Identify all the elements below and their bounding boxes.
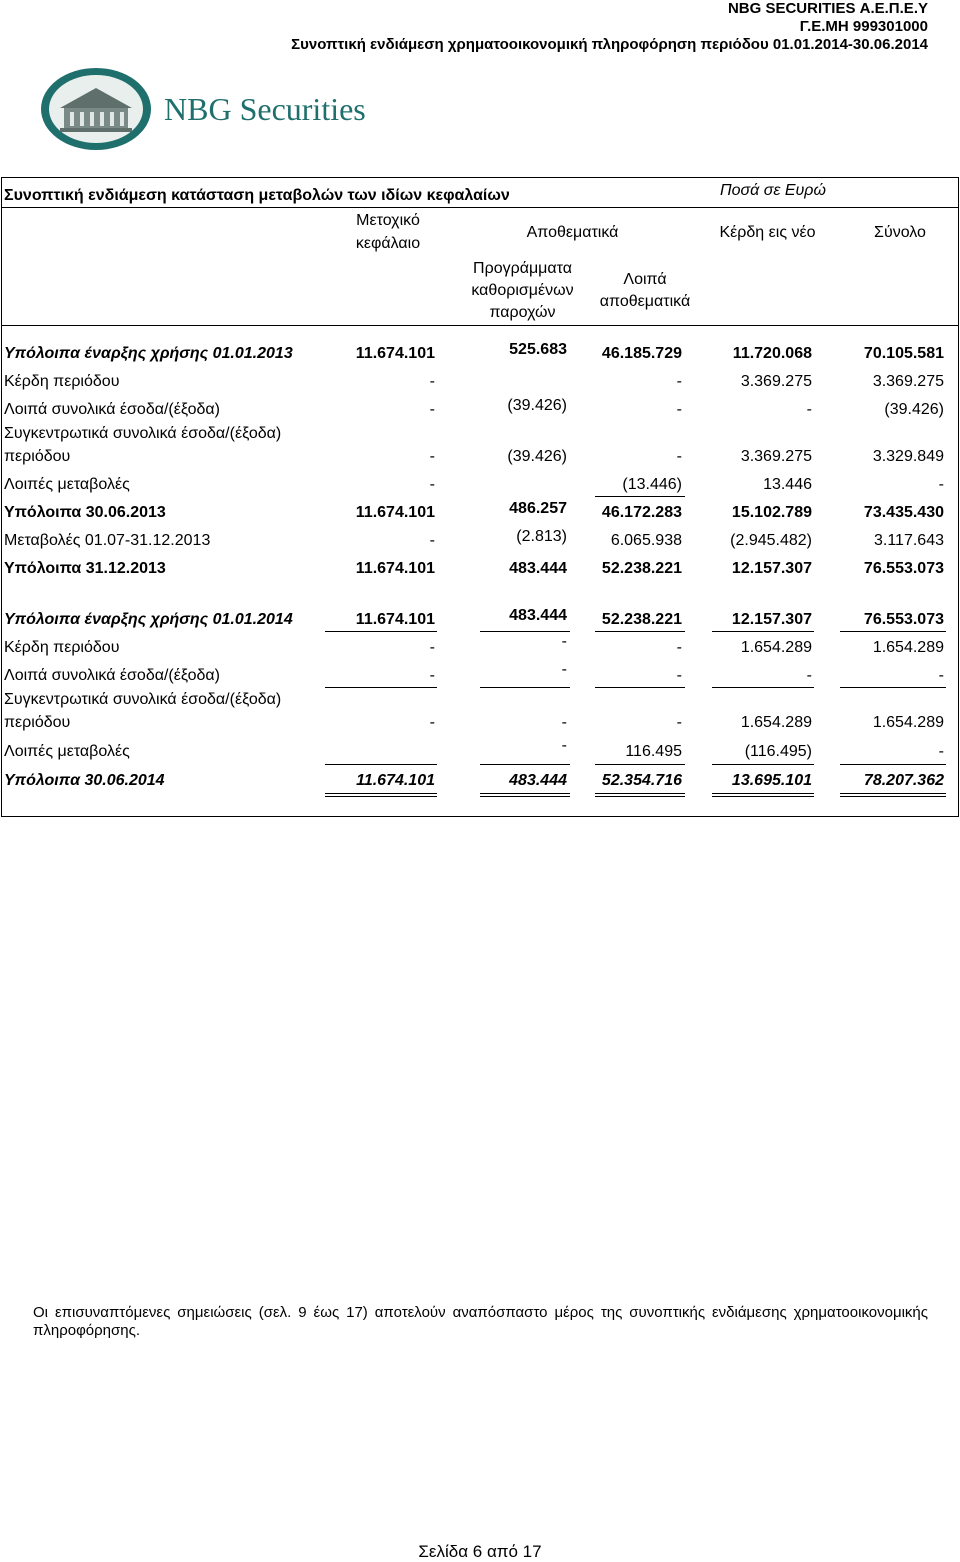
cell-total: 3.329.849 [872, 448, 944, 465]
cell-total: - [938, 667, 944, 684]
cell-share-capital: 11.674.101 [356, 772, 435, 789]
cell-total: 70.105.581 [863, 345, 944, 362]
cell-total: - [938, 743, 944, 760]
cell-other-reserves: 52.238.221 [601, 560, 682, 577]
subtotal-rule [595, 687, 685, 688]
subtotal-rule [712, 631, 814, 632]
row-label: Λοιπά συνολικά έσοδα/(έξοδα) [4, 401, 221, 418]
row-label: Υπόλοιπα 31.12.2013 [4, 560, 166, 577]
nbg-securities-logo [40, 66, 380, 152]
cell-defined-benefit: - [561, 714, 567, 731]
cell-other-reserves: 6.065.938 [610, 532, 682, 549]
cell-share-capital: 11.674.101 [355, 504, 435, 521]
registry-number: Γ.Ε.ΜΗ 999301000 [799, 18, 928, 35]
cell-total: 78.207.362 [863, 772, 944, 789]
cell-other-reserves: 46.172.283 [601, 504, 682, 521]
cell-defined-benefit: 483.444 [509, 560, 567, 577]
cell-retained-earnings: 3.369.275 [740, 448, 812, 465]
cell-share-capital: - [429, 667, 435, 684]
cell-share-capital: - [429, 714, 435, 731]
cell-share-capital: - [429, 448, 435, 465]
total-double-rule [480, 793, 570, 794]
cell-total: 73.435.430 [863, 504, 944, 521]
row-label: Υπόλοιπα 30.06.2013 [4, 504, 166, 521]
col-header-other-reserves-2: αποθεματικά [599, 293, 691, 310]
cell-retained-earnings: 1.654.289 [740, 639, 812, 656]
report-title: Συνοπτική ενδιάμεση χρηματοοικονομική πληροφόρηση περιόδου 01.01.2014-30.06.2014 [291, 36, 928, 53]
currency-note: Ποσά σε Ευρώ [720, 182, 826, 199]
col-header-defined-benefit-3: παροχών [489, 304, 556, 321]
subtotal-rule [595, 496, 685, 497]
cell-retained-earnings: 13.695.101 [731, 772, 812, 789]
col-header-defined-benefit-2: καθορισμένων [471, 282, 574, 299]
total-double-rule [712, 796, 814, 797]
subtotal-rule [480, 631, 570, 632]
cell-total: 3.369.275 [872, 373, 944, 390]
row-label: Λοιπά συνολικά έσοδα/(έξοδα) [4, 667, 221, 684]
cell-retained-earnings: 13.446 [763, 476, 812, 493]
cell-total: 76.553.073 [863, 560, 944, 577]
subtotal-rule [712, 764, 814, 765]
subtotal-rule [840, 764, 946, 765]
total-double-rule [840, 796, 946, 797]
cell-share-capital: - [429, 476, 435, 493]
subtotal-rule [325, 764, 437, 765]
page-number: Σελίδα 6 από 17 [418, 1542, 542, 1561]
col-header-other-reserves-1: Λοιπά [623, 271, 667, 288]
cell-defined-benefit: 483.444 [509, 607, 567, 624]
cell-total: 1.654.289 [872, 714, 944, 731]
cell-other-reserves: - [676, 639, 682, 656]
row-label: Κέρδη περιόδου [4, 373, 120, 390]
table-title: Συνοπτική ενδιάμεση κατάσταση μεταβολών των ιδίων κεφαλαίων [4, 187, 510, 204]
cell-share-capital: - [429, 373, 435, 390]
cell-retained-earnings: 12.157.307 [731, 560, 812, 577]
total-double-rule [595, 796, 685, 797]
cell-defined-benefit: 483.444 [509, 772, 567, 789]
header-divider [2, 207, 958, 208]
cell-other-reserves: (13.446) [622, 476, 682, 493]
company-name: NBG SECURITIES Α.Ε.Π.Ε.Υ [727, 0, 928, 17]
cell-other-reserves: - [676, 401, 682, 418]
cell-retained-earnings: (2.945.482) [730, 532, 812, 549]
cell-retained-earnings: 12.157.307 [731, 611, 812, 628]
subtotal-rule [712, 687, 814, 688]
cell-share-capital: 11.674.101 [355, 345, 435, 362]
cell-total: (39.426) [884, 401, 944, 418]
cell-retained-earnings: - [806, 401, 812, 418]
cell-defined-benefit: - [561, 661, 567, 678]
cell-defined-benefit: 525.683 [509, 341, 567, 358]
cell-total: 3.117.643 [874, 532, 944, 549]
total-double-rule [325, 796, 437, 797]
subtotal-rule [840, 687, 946, 688]
cell-share-capital: 11.674.101 [355, 560, 435, 577]
cell-other-reserves: 46.185.729 [601, 345, 682, 362]
total-double-rule [480, 796, 570, 797]
subtotal-rule [480, 764, 570, 765]
cell-defined-benefit: (2.813) [516, 528, 567, 545]
footnote: Οι επισυναπτόμενες σημειώσεις (σελ. 9 έως 17) αποτελούν αναπόσπαστο μέρος της συνοπτικής ενδιάμεσης χρηματοοικονομικής πληροφόρησης. [33, 1304, 928, 1339]
row-label-cont: περιόδου [4, 714, 71, 731]
cell-total: 76.553.073 [863, 611, 944, 628]
cell-defined-benefit: (39.426) [507, 448, 567, 465]
col-header-defined-benefit-1: Προγράμματα [473, 260, 572, 277]
subtotal-rule [840, 631, 946, 632]
total-double-rule [595, 793, 685, 794]
row-label: Συγκεντρωτικά συνολικά έσοδα/(έξοδα) [4, 425, 282, 442]
cell-other-reserves: - [676, 667, 682, 684]
row-label: Λοιπές μεταβολές [4, 743, 130, 760]
row-label: Λοιπές μεταβολές [4, 476, 130, 493]
col-header-retained-earnings: Κέρδη εις νέο [719, 224, 816, 241]
cell-share-capital: - [429, 639, 435, 656]
cell-other-reserves: - [676, 373, 682, 390]
cell-other-reserves: 52.354.716 [601, 772, 682, 789]
subtotal-rule [325, 631, 437, 632]
cell-other-reserves: - [676, 448, 682, 465]
logo-text: NBG Securities [164, 91, 366, 127]
cell-other-reserves: 52.238.221 [601, 611, 682, 628]
cell-retained-earnings: (116.495) [744, 743, 812, 760]
cell-share-capital: - [429, 532, 435, 549]
total-double-rule [840, 793, 946, 794]
cell-total: 1.654.289 [872, 639, 944, 656]
cell-other-reserves: - [676, 714, 682, 731]
subtotal-rule [595, 631, 685, 632]
subtotal-rule [595, 764, 685, 765]
cell-total: - [938, 476, 944, 493]
subtotal-rule [325, 687, 437, 688]
row-label: Κέρδη περιόδου [4, 639, 120, 656]
cell-share-capital: 11.674.101 [355, 611, 435, 628]
row-label: Υπόλοιπα 30.06.2014 [4, 772, 165, 789]
total-double-rule [712, 793, 814, 794]
cell-retained-earnings: 11.720.068 [732, 345, 812, 362]
cell-retained-earnings: - [806, 667, 812, 684]
cell-defined-benefit: - [561, 737, 567, 754]
cell-retained-earnings: 15.102.789 [731, 504, 812, 521]
row-label: Υπόλοιπα έναρξης χρήσης 01.01.2014 [4, 611, 293, 628]
col-header-share-capital-1: Μετοχικό [356, 212, 420, 229]
row-label-cont: περιόδου [4, 448, 71, 465]
cell-defined-benefit: 486.257 [509, 500, 567, 517]
cell-defined-benefit: (39.426) [507, 397, 567, 414]
cell-defined-benefit: - [561, 633, 567, 650]
col-header-share-capital-2: κεφάλαιο [355, 235, 421, 252]
subtotal-rule [480, 687, 570, 688]
row-label: Συγκεντρωτικά συνολικά έσοδα/(έξοδα) [4, 691, 282, 708]
col-header-total: Σύνολο [874, 224, 926, 241]
cell-share-capital: - [429, 401, 435, 418]
total-double-rule [325, 793, 437, 794]
row-label: Μεταβολές 01.07-31.12.2013 [4, 532, 211, 549]
row-label: Υπόλοιπα έναρξης χρήσης 01.01.2013 [4, 345, 293, 362]
cell-other-reserves: 116.495 [625, 743, 682, 760]
col-header-reserves: Αποθεματικά [526, 224, 619, 241]
cell-retained-earnings: 3.369.275 [740, 373, 812, 390]
header-bottom-divider [2, 325, 958, 326]
cell-retained-earnings: 1.654.289 [740, 714, 812, 731]
